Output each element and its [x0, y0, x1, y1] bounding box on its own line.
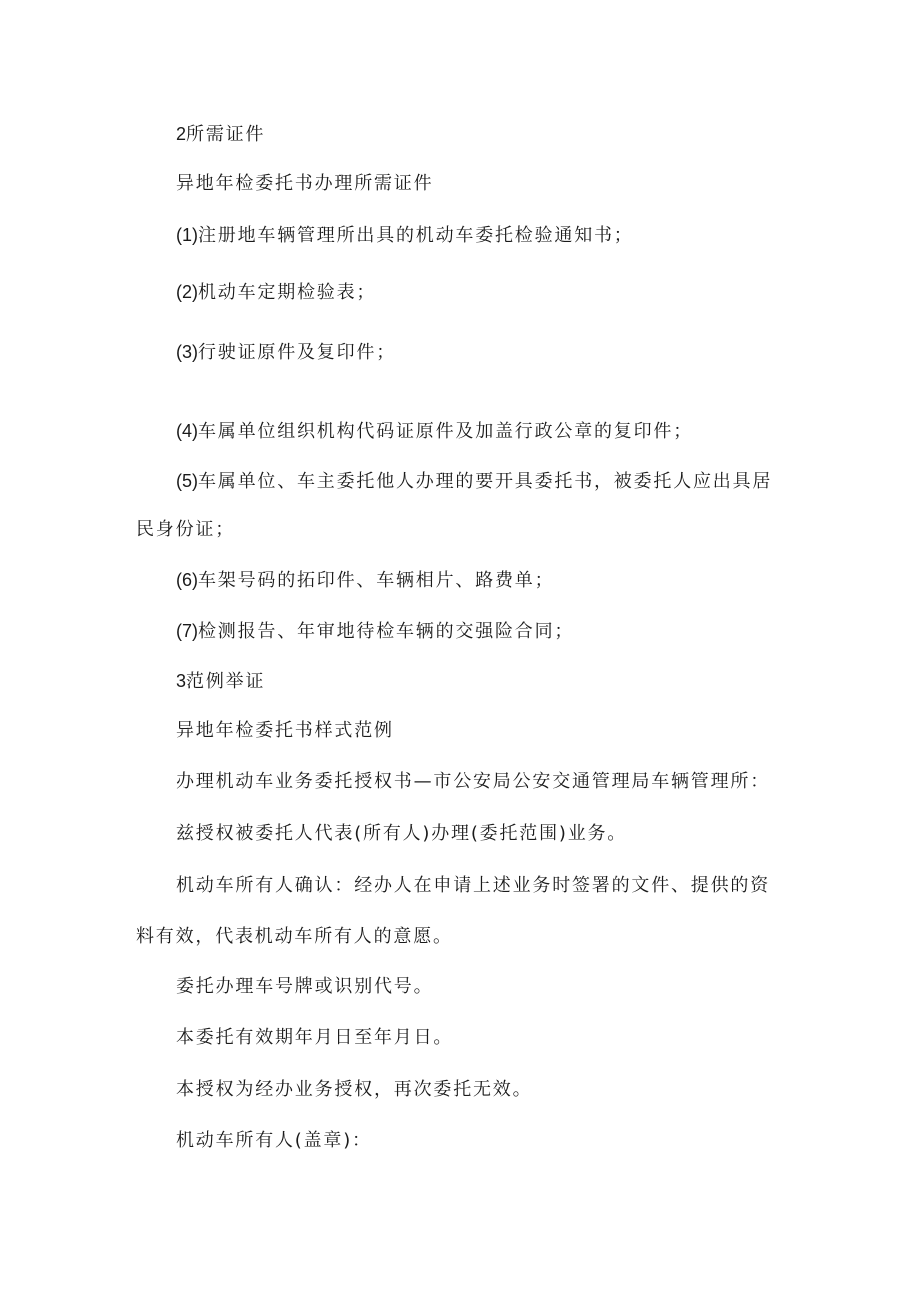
list-item-number: (1) — [176, 225, 198, 245]
paragraph-no-reentrust — [176, 1078, 532, 1102]
list-item-7 — [176, 619, 574, 644]
section-heading-example — [176, 669, 265, 694]
list-item-number: (4) — [176, 421, 198, 441]
paragraph-example-title — [176, 719, 394, 743]
list-item-text: 民身份证； — [136, 519, 235, 540]
section-title: 所需证件 — [186, 124, 266, 145]
list-item-text: 行驶证原件及复印件； — [198, 342, 396, 363]
list-item-text: 注册地车辆管理所出具的机动车委托检验通知书； — [198, 225, 634, 246]
list-item-number: (2) — [176, 282, 198, 302]
list-item-2 — [176, 280, 376, 305]
section-heading-required-documents — [176, 122, 265, 147]
list-item-text: 车属单位、车主委托他人办理的要开具委托书，被委托人应出具居 — [198, 471, 773, 492]
paragraph-text: 异地年检委托书办理所需证件 — [176, 173, 434, 194]
paragraph-text: 机动车所有人(盖章)： — [176, 1130, 372, 1151]
paragraph-text: 机动车所有人确认：经办人在申请上述业务时签署的文件、提供的资 — [176, 875, 770, 896]
paragraph-text: 本委托有效期年月日至年月日。 — [176, 1027, 454, 1048]
list-item-4 — [176, 419, 693, 444]
paragraph-text: 办理机动车业务委托授权书—市公安局公安交通管理局车辆管理所： — [176, 771, 770, 792]
paragraph-validity-period — [176, 1026, 453, 1050]
paragraph-plate-number — [176, 975, 433, 999]
list-item-number: (6) — [176, 570, 198, 590]
list-item-3 — [176, 340, 396, 365]
paragraph-text: 料有效，代表机动车所有人的意愿。 — [136, 926, 453, 947]
paragraph-text: 兹授权被委托人代表(所有人)办理(委托范围)业务。 — [176, 823, 628, 844]
paragraph-owner-confirmation — [176, 874, 770, 898]
paragraph-subtitle — [176, 172, 433, 196]
paragraph-authorization-scope — [176, 822, 627, 846]
paragraph-owner-seal — [176, 1129, 372, 1153]
list-item-text: 机动车定期检验表； — [198, 282, 377, 303]
paragraph-text: 异地年检委托书样式范例 — [176, 720, 394, 741]
list-item-5 — [176, 469, 772, 494]
list-item-5-continuation — [136, 518, 235, 542]
list-item-text: 检测报告、年审地待检车辆的交强险合同； — [198, 621, 575, 642]
list-item-1 — [176, 223, 634, 248]
section-number: 2 — [176, 124, 187, 144]
list-item-number: (7) — [176, 621, 198, 641]
paragraph-authorization-header — [176, 770, 770, 794]
list-item-number: (3) — [176, 342, 198, 362]
section-title: 范例举证 — [186, 671, 266, 692]
list-item-text: 车属单位组织机构代码证原件及加盖行政公章的复印件； — [198, 421, 693, 442]
paragraph-text: 委托办理车号牌或识别代号。 — [176, 976, 434, 997]
list-item-text: 车架号码的拓印件、车辆相片、路费单； — [198, 570, 555, 591]
list-item-6 — [176, 568, 554, 593]
paragraph-owner-confirmation-continuation — [136, 925, 453, 949]
list-item-number: (5) — [176, 471, 198, 491]
section-number: 3 — [176, 671, 187, 691]
paragraph-text: 本授权为经办业务授权，再次委托无效。 — [176, 1079, 533, 1100]
